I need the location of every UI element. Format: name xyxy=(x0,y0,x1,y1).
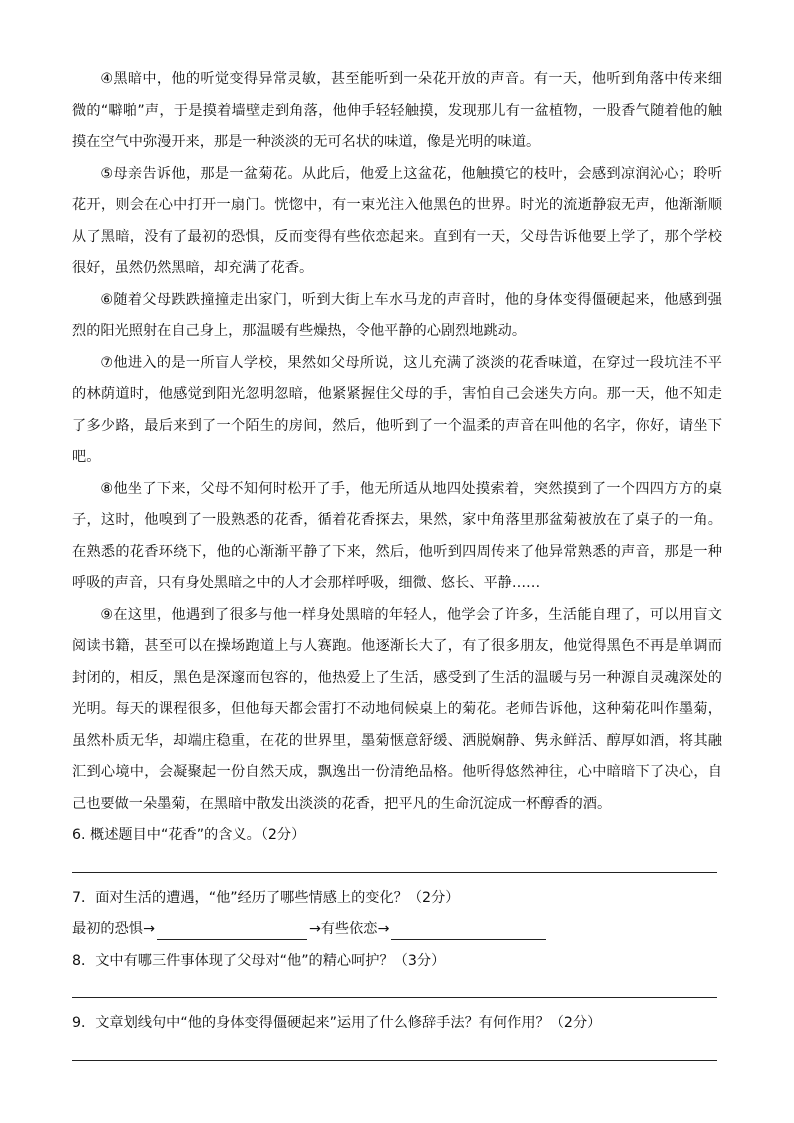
question-9: 9．文章划线句中“他的身体变得僵硬起来”运用了什么修辞手法？有何作用？（2分） xyxy=(72,1015,602,1031)
q7-mid-label: 有些依恋 xyxy=(320,921,378,937)
arrow-icon: → xyxy=(308,921,321,937)
answer-line-9[interactable] xyxy=(72,1044,717,1061)
answer-line-8[interactable] xyxy=(72,981,717,998)
paragraph-6: ⑥随着父母跌跌撞撞走出家门，听到大街上车水马龙的声音时，他的身体变得僵硬起来，他感到强烈的阳光照射在自己身上，那温暖有些燥热，令他平静的心剧烈地跳动。 xyxy=(72,291,722,339)
answer-blank-7b[interactable] xyxy=(391,919,546,940)
question-7-fill-row xyxy=(72,914,722,946)
answer-blank-7a[interactable] xyxy=(157,919,307,940)
q7-start-label: 最初的恐惧 xyxy=(72,921,143,937)
exam-page xyxy=(72,64,722,1071)
arrow-icon: → xyxy=(142,921,155,937)
question-6: 6. 概述题目中“花香”的含义。（2分） xyxy=(72,827,306,843)
paragraph-7: ⑦他进入的是一所盲人学校，果然如父母所说，这儿充满了淡淡的花香味道，在穿过一段坑洼不平的林荫道时，他感觉到阳光忽明忽暗，他紧紧握住父母的手，害怕自己会迷失方向。那一天，他不知走了多少路，最后来到了一个陌生的房间，然后，他听到了一个温柔的声音在叫他的名字，你好，请坐下吧。 xyxy=(72,354,722,465)
paragraph-8: ⑧他坐了下来，父母不知何时松开了手，他无所适从地四处摸索着，突然摸到了一个四四方方的桌子，这时，他嗅到了一股熟悉的花香，循着花香探去，果然，家中角落里那盆菊被放在了桌子的一角。在熟悉的花香环绕下，他的心渐渐平静了下来，然后，他听到四周传来了他异常熟悉的声音，那是一种呼吸的声音，只有身处黑暗之中的人才会那样呼吸，细微、悠长、平静…… xyxy=(72,480,722,591)
paragraph-9: ⑨在这里，他遇到了很多与他一样身处黑暗的年轻人，他学会了许多，生活能自理了，可以用盲文阅读书籍，甚至可以在操场跑道上与人赛跑。他逐渐长大了，有了很多朋友，他觉得黑色不再是单调而封闭的，相反，黑色是深邃而包容的，他热爱上了生活，感受到了生活的温暖与另一种源自灵魂深处的光明。每天的课程很多，但他每天都会雷打不动地伺候桌上的菊花。老师告诉他，这种菊花叫作墨菊，虽然朴质无华，却端庄稳重，在花的世界里，墨菊惬意舒缓、洒脱娴静、隽永鲜活、醇厚如酒，将其融汇到心境中，会凝聚起一份自然天成，飘逸出一份清绝品格。他听得悠然神往，心中暗暗下了决心，自己也要做一朵墨菊，在黑暗中散发出淡淡的花香，把平凡的生命沉淀成一杯醇香的酒。 xyxy=(72,606,722,812)
answer-line-6[interactable] xyxy=(72,856,717,873)
question-7: 7．面对生活的遭遇，“他”经历了哪些情感上的变化？（2分） xyxy=(72,889,460,906)
question-8: 8．文中有哪三件事体现了父母对“他”的精心呵护？（3分） xyxy=(72,952,446,969)
paragraph-4: ④黑暗中，他的听觉变得异常灵敏，甚至能听到一朵花开放的声音。有一天，他听到角落中传来细微的“噼啪”声，于是摸着墙壁走到角落，他伸手轻轻触摸，发现那儿有一盆植物，一股香气随着他的触摸在空气中弥漫开来，那是一种淡淡的无可名状的味道，像是光明的味道。 xyxy=(72,71,722,150)
arrow-icon: → xyxy=(377,921,390,937)
paragraph-5: ⑤母亲告诉他，那是一盆菊花。从此后，他爱上这盆花，他触摸它的枝叶，会感到凉润沁心；聆听花开，则会在心中打开一扇门。恍惚中，有一束光注入他黑色的世界。时光的流逝静寂无声，他渐渐顺从了黑暗，没有了最初的恐惧，反而变得有些依恋起来。直到有一天，父母告诉他要上学了，那个学校很好，虽然仍然黑暗，却充满了花香。 xyxy=(72,165,722,276)
